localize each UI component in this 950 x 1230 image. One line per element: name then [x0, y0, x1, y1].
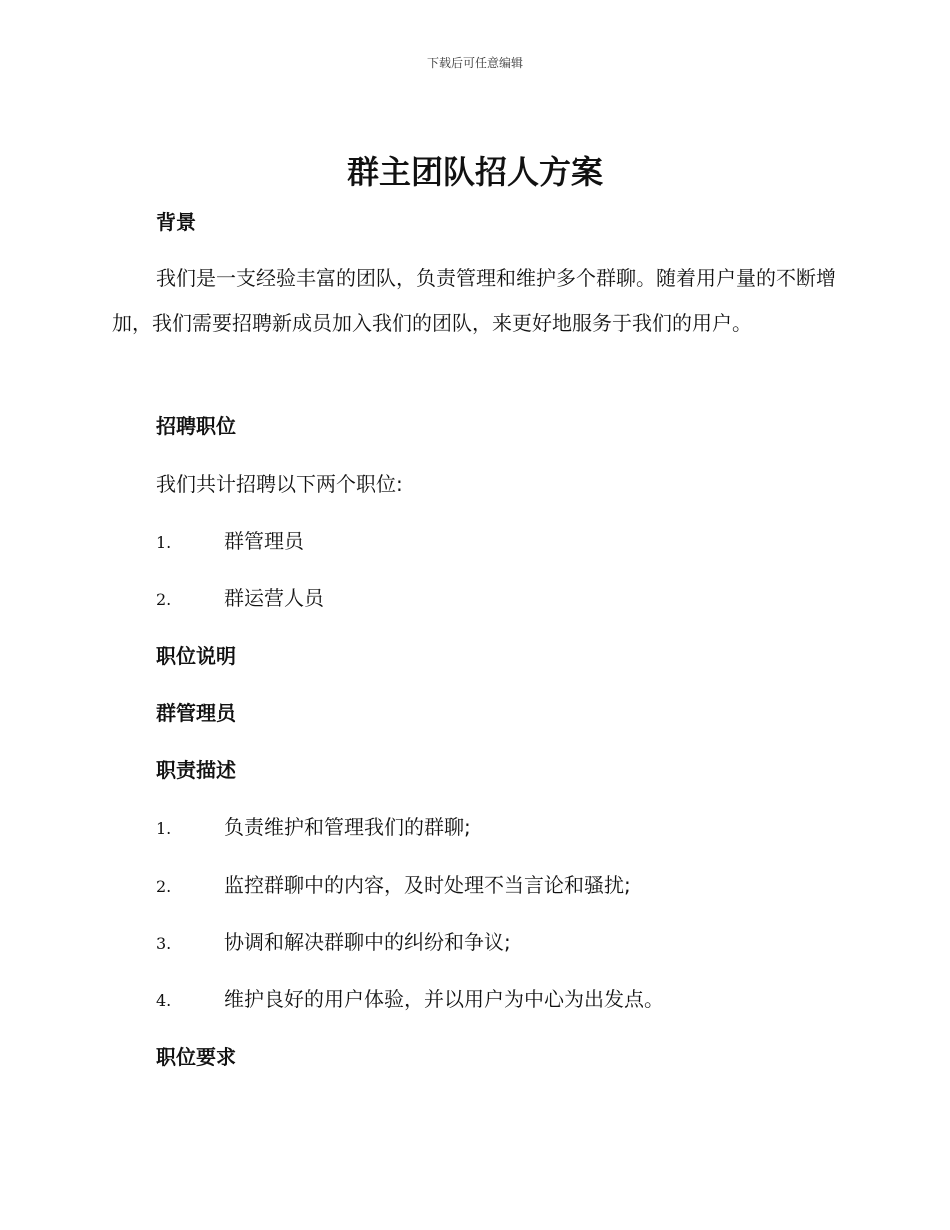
heading-positions: 招聘职位 — [156, 414, 236, 438]
header-note: 下载后可任意编辑 — [426, 56, 523, 70]
heading-description: 职位说明 — [156, 644, 236, 668]
list-text: 协调和解决群聊中的纠纷和争议; — [224, 930, 511, 954]
list-text: 负责维护和管理我们的群聊; — [224, 815, 471, 839]
duty-item — [156, 871, 631, 899]
document-title: 群主团队招人方案 — [346, 153, 603, 191]
list-number: 2. — [156, 877, 172, 896]
list-number: 3. — [156, 934, 172, 953]
background-paragraph: 我们是一支经验丰富的团队，负责管理和维护多个群聊。随着用户量的不断增加，我们需要招聘新成员加入我们的团队，来更好地服务于我们的用户。 — [112, 266, 836, 335]
position-item — [156, 527, 304, 555]
list-number: 1. — [156, 819, 172, 838]
list-number: 2. — [156, 590, 172, 609]
duty-item — [156, 813, 471, 841]
position-item — [156, 584, 324, 612]
heading-duties: 职责描述 — [156, 758, 236, 782]
heading-requirements: 职位要求 — [156, 1045, 236, 1069]
heading-background: 背景 — [156, 210, 196, 234]
list-number: 1. — [156, 533, 172, 552]
duty-item — [156, 985, 664, 1013]
list-text: 维护良好的用户体验，并以用户为中心为出发点。 — [224, 987, 664, 1011]
list-text: 群管理员 — [224, 529, 304, 553]
duty-item — [156, 928, 511, 956]
heading-admin: 群管理员 — [156, 701, 236, 725]
list-number: 4. — [156, 991, 172, 1010]
list-text: 群运营人员 — [224, 586, 324, 610]
list-text: 监控群聊中的内容，及时处理不当言论和骚扰; — [224, 873, 631, 897]
positions-intro: 我们共计招聘以下两个职位: — [156, 472, 403, 496]
